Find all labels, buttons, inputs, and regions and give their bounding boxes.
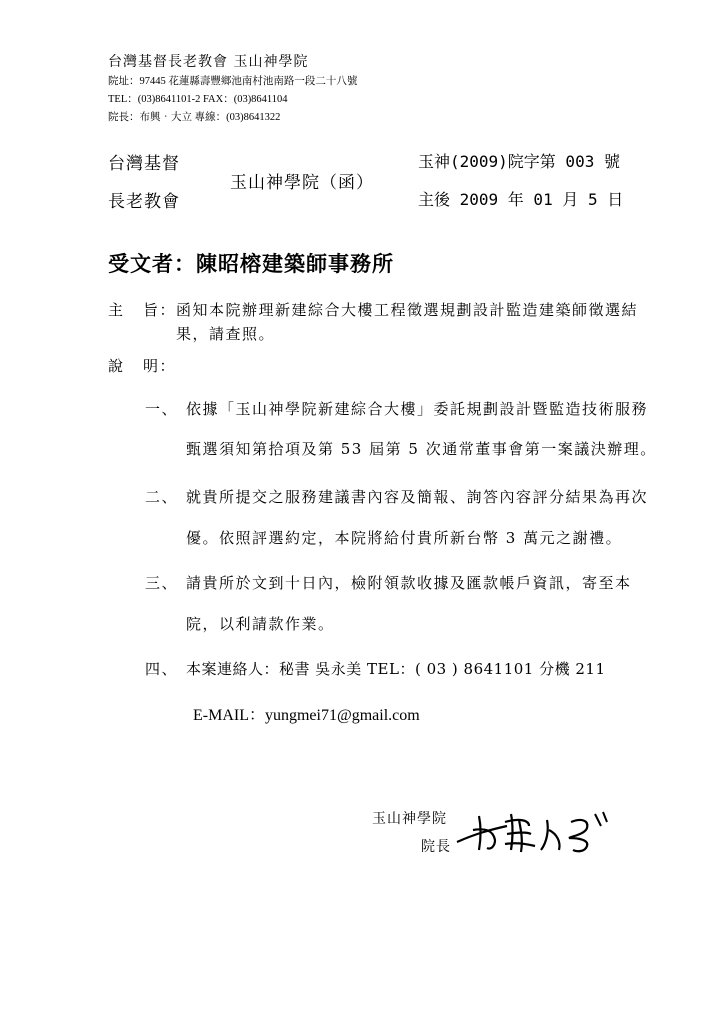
- handwritten-signature: [455, 800, 615, 860]
- item-line-2: 院，以利請款作業。: [186, 615, 335, 633]
- subject-line-2: 果，請查照。: [176, 325, 276, 343]
- signature-title: 院長: [421, 839, 451, 855]
- reference-number: 玉神(2009)院字第 003 號: [418, 152, 620, 171]
- recipient: 受文者：陳昭榕建築師事務所: [108, 251, 394, 276]
- explanation-label-1: 說: [108, 357, 125, 375]
- item-line-1: 請貴所於文到十日內，檢附領款收據及匯款帳戶資訊，寄至本: [186, 574, 632, 592]
- contact-email: E-MAIL：yungmei71@gmail.com: [193, 707, 420, 724]
- item-number: 四、: [145, 660, 179, 678]
- church-name-line2: 長老教會: [108, 192, 180, 212]
- letterhead-address: 院址：97445 花蓮縣壽豐鄉池南村池南路一段二十八號: [108, 76, 358, 87]
- item-number: 三、: [145, 574, 179, 592]
- letterhead-president: 院長：布興‧大立 專線：(03)8641322: [108, 112, 281, 123]
- church-name-line1: 台灣基督: [108, 154, 180, 174]
- subject-line-1: 函知本院辦理新建綜合大樓工程徵選規劃設計監造建築師徵選結: [176, 301, 639, 319]
- letterhead-name: 台灣基督長老教會 玉山神學院: [108, 54, 309, 70]
- subject-label-2: 旨：: [143, 301, 177, 319]
- subject-label-1: 主: [108, 301, 125, 319]
- item-number: 一、: [145, 400, 179, 418]
- item-line-1: 就貴所提交之服務建議書內容及簡報、詢答內容評分結果為再次: [186, 488, 649, 506]
- letterhead-tel-fax: TEL：(03)8641101-2 FAX：(03)8641104: [108, 94, 288, 105]
- item-number: 二、: [145, 488, 179, 506]
- explanation-label-2: 明：: [143, 357, 177, 375]
- signature-institution: 玉山神學院: [372, 811, 447, 827]
- item-line-2: 優。依照評選約定，本院將給付貴所新台幣 3 萬元之謝禮。: [186, 529, 623, 547]
- item-line-1: 依據「玉山神學院新建綜合大樓」委託規劃設計暨監造技術服務: [186, 400, 649, 418]
- document-date: 主後 2009 年 01 月 5 日: [418, 190, 624, 209]
- item-line-2: 甄選須知第拾項及第 53 屆第 5 次通常董事會第一案議決辦理。: [186, 440, 657, 458]
- document-title: 玉山神學院（函）: [230, 173, 374, 193]
- item-line-1: 本案連絡人：秘書 吳永美 TEL：( 03 ) 8641101 分機 211: [186, 660, 606, 678]
